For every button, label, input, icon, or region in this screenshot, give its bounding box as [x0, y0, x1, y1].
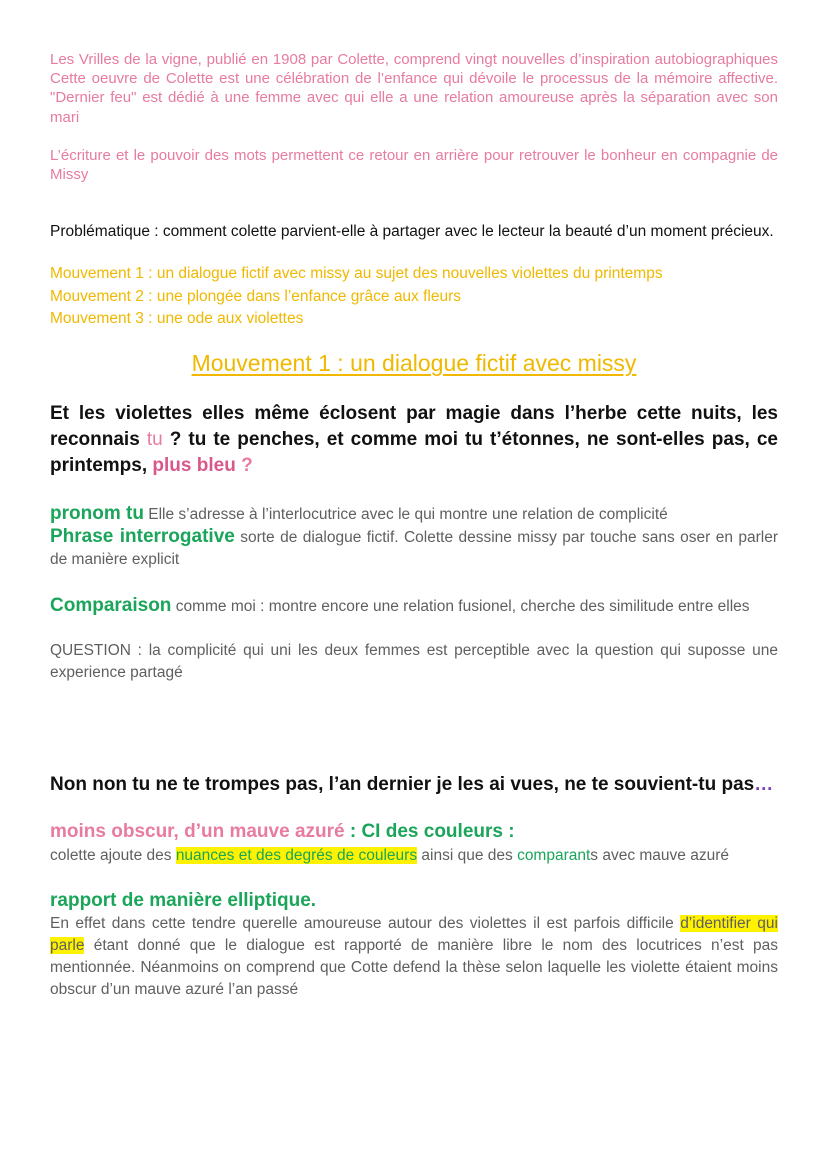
note-couleurs-text-c: s avec mauve azuré — [590, 846, 730, 864]
quote-1 — [50, 401, 778, 479]
highlight-identifier: d’identifier qui parle — [50, 914, 778, 954]
keyword-pronom-tu: pronom tu — [50, 502, 144, 524]
note-comparaison — [50, 595, 778, 618]
keyword-phrase-interrogative: Phrase interrogative — [50, 525, 235, 547]
quote-1-question-mark: ? — [235, 454, 253, 476]
quote-2 — [50, 772, 778, 798]
note-phrase-text: sorte de dialogue fictif. Colette dessine missy par touche sans oser en parler de manière explicit — [50, 528, 778, 568]
mouvement-1: Mouvement 1 : un dialogue fictif avec missy au sujet des nouvelles violettes du printemps — [50, 265, 663, 283]
note-comparaison-text: comme moi : montre encore une relation fusionel, cherche des similitude entre elles — [171, 597, 750, 615]
quote-2-ellipsis: … — [754, 773, 774, 795]
problematique: Problématique : comment colette parvient-elle à partager avec le lecteur la beauté d’un moment précieux. — [50, 223, 774, 241]
note-elliptique — [50, 889, 778, 1001]
note-phrase — [50, 526, 778, 571]
note-couleurs-text — [50, 845, 778, 867]
note-question: QUESTION : la complicité qui uni les deux femmes est perceptible avec la question qui suposse une experience partagé — [50, 641, 778, 681]
quote-1-plus-bleu: plus bleu — [152, 454, 236, 476]
mouvement-3: Mouvement 3 : une ode aux violettes — [50, 310, 304, 328]
note-elliptique-text — [50, 913, 778, 1001]
keyword-comparaison: Comparaison — [50, 594, 172, 616]
note-couleurs-text-a: colette ajoute des — [50, 846, 176, 864]
keyword-ci-couleurs: : CI des couleurs : — [344, 820, 515, 842]
mouvement-2: Mouvement 2 : une plongée dans l’enfance grâce aux fleurs — [50, 287, 462, 305]
note-pronom — [50, 503, 778, 526]
word-comparant: comparant — [517, 846, 591, 864]
note-pronom-text: Elle s’adresse à l’interlocutrice avec le qui montre une relation de complicité — [143, 505, 668, 523]
note-elliptique-heading: rapport de manière elliptique. — [50, 889, 317, 911]
note-elliptique-text-a: En effet dans cette tendre querelle amoureuse autour des violettes il est parfois difficile — [50, 914, 681, 932]
mouvements-list — [50, 263, 778, 331]
document-page — [50, 50, 778, 1001]
intro-paragraph-2: L’écriture et le pouvoir des mots permettent ce retour en arrière pour retrouver le bonheur en compagnie de Missy — [50, 146, 778, 184]
keyword-mauve-azure: moins obscur, d’un mauve azuré — [50, 820, 345, 842]
intro-paragraph-1: Les Vrilles de la vigne, publié en 1908 par Colette, comprend vingt nouvelles d’inspiration autobiographiques Cette oeuvre de Colette est une célébration de l’enfance qui dévoile le processus de la mémoire affective. "Dernier feu" est dédié à une femme avec qui elle a une relation amoureuse après la séparation avec son mari — [50, 51, 778, 126]
quote-1-tu: tu — [146, 428, 163, 450]
note-couleurs-text-b: ainsi que des — [417, 846, 518, 864]
quote-1-part-a: Et les violettes elles même éclosent par magie dans l’herbe cette nuits, les reconnais — [50, 402, 778, 450]
section-title: Mouvement 1 : un dialogue fictif avec missy — [191, 349, 637, 376]
note-elliptique-text-b: étant donné que le dialogue est rapporté de manière libre le nom des locutrices n’est pas mentionnée. Néanmoins on comprend que Cotte defend la thèse selon laquelle les violette étaient moins obscur d’un mauve azuré l’an passé — [50, 936, 778, 998]
note-couleurs — [50, 820, 778, 867]
note-couleurs-heading — [50, 820, 778, 845]
quote-1-part-b: ? tu te penches, et comme moi tu t’étonnes, ne sont-elles pas, ce printemps, — [50, 428, 778, 476]
quote-2-text: Non non tu ne te trompes pas, l’an dernier je les ai vues, ne te souvient-tu pas — [50, 773, 755, 795]
highlight-nuances: nuances et des degrés de couleurs — [175, 846, 418, 864]
